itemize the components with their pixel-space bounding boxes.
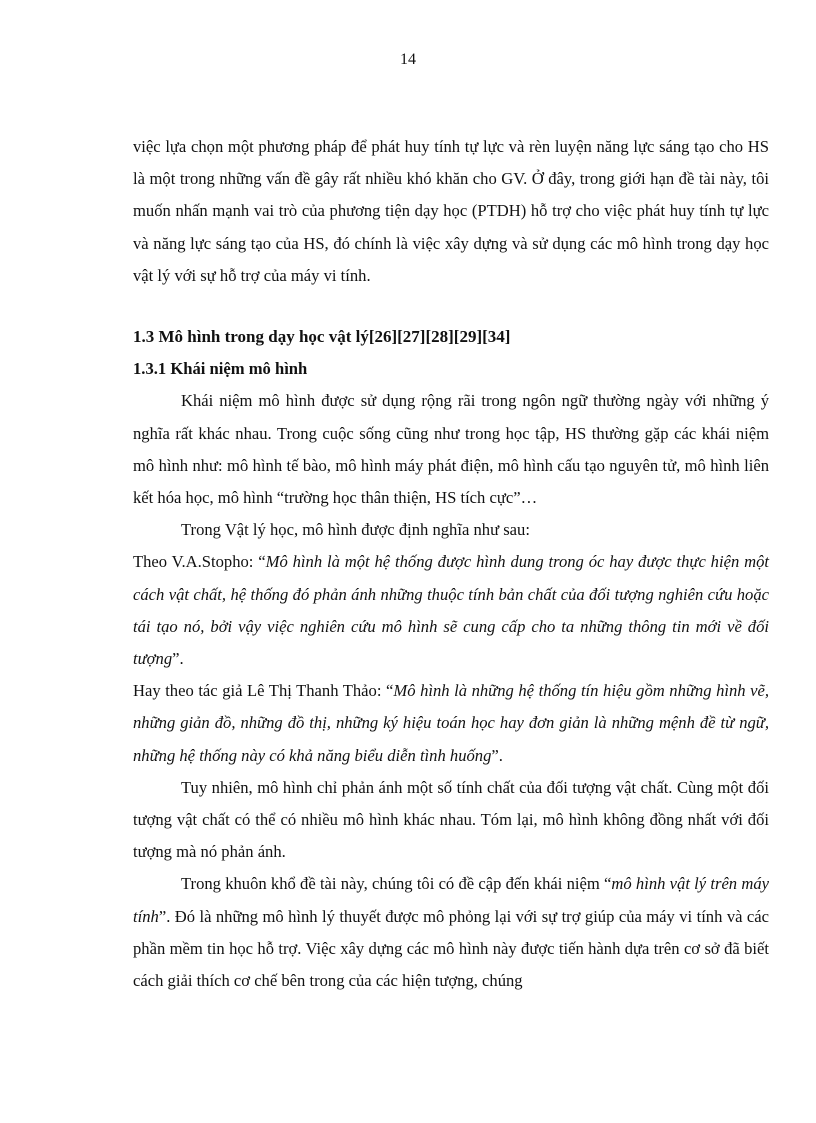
text-prefix: Trong khuôn khổ đề tài này, chúng tôi có đề cập đến khái niệm “ [181,874,612,894]
paragraph-definition-intro: Trong Vật lý học, mô hình được định nghĩa như sau: [181,520,530,540]
section-heading: 1.3 Mô hình trong dạy học vật lý[26][27][28][29][34] [133,327,511,347]
quote-prefix: Hay theo tác giả Lê Thị Thanh Thảo: “ [133,681,394,701]
page-number: 14 [400,51,416,68]
subsection-heading: 1.3.1 Khái niệm mô hình [133,359,308,379]
paragraph-stopho-quote [133,546,769,675]
paragraph-computer-model [133,868,769,997]
italic-term: mô hình vật lý trên máy tính [133,874,769,926]
paragraph-thao-quote [133,675,769,772]
paragraph-limitation: Tuy nhiên, mô hình chỉ phản ánh một số tính chất của đối tượng vật chất. Cùng một đối tượng vật chất có thể có nhiều mô hình khác nhau. Tóm lại, mô hình không đồng nhất với đối tượng mà nó phản ánh. [133,777,769,862]
paragraph-concept: Khái niệm mô hình được sử dụng rộng rãi trong ngôn ngữ thường ngày với những ý nghĩa rất khác nhau. Trong cuộc sống cũng như trong học tập, HS thường gặp các khái niệm mô hình như: mô hình tế bào, mô hình máy phát điện, mô hình cấu tạo nguyên tử, mô hình liên kết hóa học, mô hình “trường học thân thiện, HS tích cực”… [133,391,769,508]
quote-prefix: Theo V.A.Stopho: “ [133,552,266,572]
quote-text: Mô hình là những hệ thống tín hiệu gồm những hình vẽ, những giản đồ, những đồ thị, những ký hiệu toán học hay đơn giản là những mệnh đề từ ngữ, những hệ thống này có khả năng biểu diễn tình huống [133,681,770,765]
quote-text: Mô hình là một hệ thống được hình dung trong óc hay được thực hiện một cách vật chất, hệ thống đó phản ánh những thuộc tính bản chất của đối tượng nghiên cứu hoặc tái tạo nó, bởi vậy việc nghiên cứu mô hình sẽ cung cấp cho ta những thông tin mới về đối tượng [133,552,769,669]
paragraph-intro: việc lựa chọn một phương pháp để phát huy tính tự lực và rèn luyện năng lực sáng tạo cho HS là một trong những vấn đề gây rất nhiều khó khăn cho GV. Ở đây, trong giới hạn đề tài này, tôi muốn nhấn mạnh vai trò của phương tiện dạy học (PTDH) hỗ trợ cho việc phát huy tính tự lực và năng lực sáng tạo của HS, đó chính là việc xây dựng và sử dụng các mô hình trong dạy học vật lý với sự hỗ trợ của máy vi tính. [133,137,769,285]
page-body [133,131,769,997]
quote-suffix: ”. [172,649,184,669]
text-suffix: ”. Đó là những mô hình lý thuyết được mô phỏng lại với sự trợ giúp của máy vi tính và các phần mềm tin học hỗ trợ. Việc xây dựng các mô hình này được tiến hành dựa trên cơ sở đã biết cách giải thích cơ chế bên trong của các hiện tượng, chúng [133,906,769,991]
quote-suffix: ”. [491,745,503,765]
